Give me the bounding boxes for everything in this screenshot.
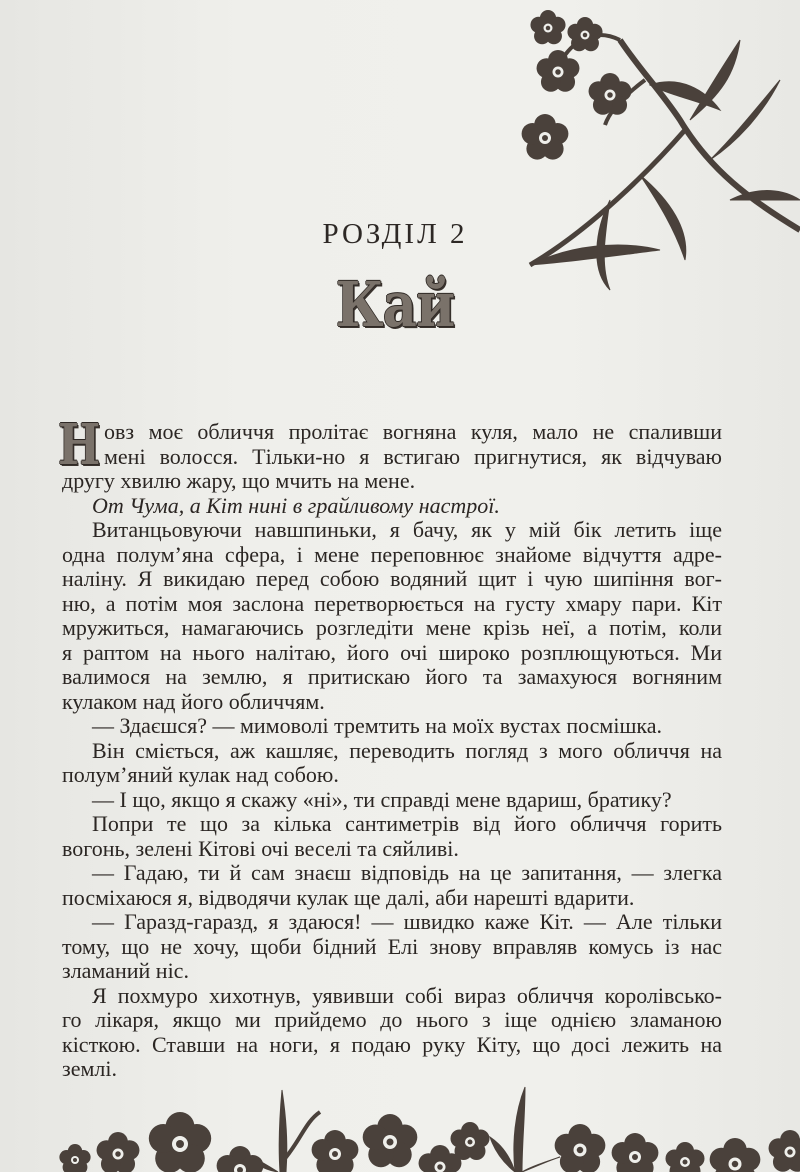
text-line: вогонь, зелені Кітові очі веселі та сяйливі. <box>62 835 459 861</box>
text-line: Витанцьовуючи навшпиньки, я бачу, як у мій бік летить іще <box>92 517 722 542</box>
text-line: ню, а потім моя заслона перетворюється на густу хмару пари. Кіт <box>62 590 722 616</box>
chapter-title: Кай <box>335 268 455 341</box>
text-line: зламаний ніс. <box>62 958 189 983</box>
text-line: одна полум’яна сфера, і мене переповнює знайоме відчуття адре- <box>62 541 722 567</box>
body-text <box>58 412 722 1082</box>
text-line: валимося на землю, я притискаю його та замахуюся вогняним <box>62 664 722 689</box>
text-line: Попри те що за кілька сантиметрів від його обличчя горить <box>92 811 722 836</box>
text-line: — І що, якщо я скажу «ні», ти справді мене вдариш, братику? <box>92 786 672 812</box>
text-line: другу хвилю жару, що мчить на мене. <box>62 468 416 493</box>
floral-ornament-top-icon <box>510 0 800 300</box>
text-line: Я похмуро хихотнув, уявивши собі вираз обличчя королівсько- <box>92 982 722 1008</box>
text-line: От Чума, а Кіт нині в грайливому настрої. <box>92 492 500 518</box>
text-line: землі. <box>62 1056 117 1081</box>
text-line: посміхаюся я, відводячи кулак ще далі, аби нарешті вдарити. <box>62 884 635 910</box>
text-line: Він сміється, аж кашляє, переводить погляд з мого обличчя на <box>92 737 722 763</box>
floral-ornament-bottom-icon <box>0 1082 800 1172</box>
chapter-label: РОЗДІЛ 2 <box>322 218 468 250</box>
text-line: — Здаєшся? — мимоволі тремтить на моїх вустах посмішка. <box>92 713 663 738</box>
text-line: кісткою. Ставши на ноги, я подаю руку Кіту, що досі лежить на <box>62 1031 722 1057</box>
text-line: го лікаря, якщо ми прийдемо до нього з іще однією зламаною <box>62 1007 722 1032</box>
text-line: мружиться, намагаючись розгледіти мене крізь неї, а потім, коли <box>62 615 722 640</box>
text-line: кулаком над його обличчям. <box>62 688 325 714</box>
drop-cap: Н <box>58 412 101 478</box>
text-line: наліну. Я викидаю перед собою водяний щит і чую шипіння вог- <box>62 566 722 591</box>
text-line: — Гаразд-гаразд, я здаюся! — швидко каже Кіт. — Але тільки <box>92 909 722 934</box>
text-line: — Гадаю, ти й сам знаєш відповідь на це запитання, — злегка <box>92 860 722 885</box>
text-line: я раптом на нього налітаю, його очі широко розплющуються. Ми <box>62 639 722 665</box>
text-line: тому, що не хочу, щоби бідний Елі знову вправляв комусь із нас <box>62 933 722 959</box>
text-line: овз моє обличчя пролітає вогняна куля, мало не спаливши <box>104 419 722 444</box>
text-line: мені волосся. Тільки-но я встигаю пригнутися, як відчуваю <box>104 443 722 469</box>
text-line: полум’яний кулак над собою. <box>62 762 339 787</box>
